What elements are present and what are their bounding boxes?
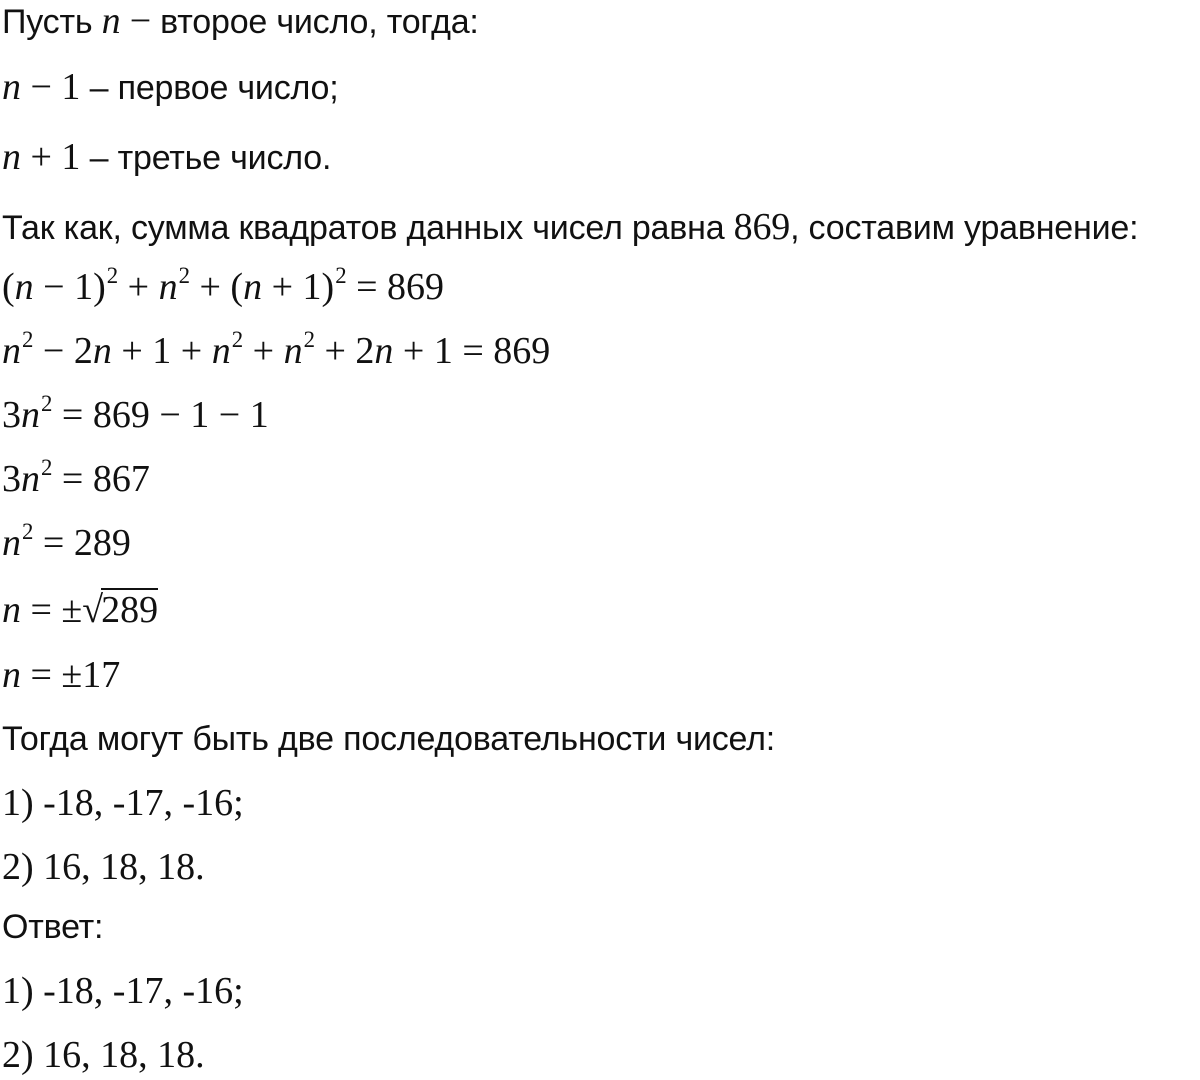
square-root: √289: [82, 589, 159, 631]
equation-3: $3n^2 = 869 - 1 - 1$: [2, 390, 269, 436]
answer-label: Ответ:: [2, 908, 104, 946]
line-sum-statement: Так как, сумма квадратов данных чисел равна 869, составим уравнение:: [2, 206, 1139, 248]
equation-5: $n^2 = 289$: [2, 518, 131, 564]
line-let-n: Пусть n − второе число, тогда:: [2, 0, 479, 42]
answer-sequence-2: 2) 16, 18, 18.: [2, 1034, 205, 1076]
equation-6: n = ±√289: [2, 589, 159, 631]
line-sequences-intro: Тогда могут быть две последовательности чисел:: [2, 720, 776, 758]
line-third-number: n + 1 – третье число.: [2, 136, 332, 178]
equation-1: $(n - 1)^2 + n^2 + (n + 1)^2 = 869$: [2, 262, 445, 308]
line-first-number: n − 1 – первое число;: [2, 66, 339, 108]
sequence-1: 1) -18, -17, -16;: [2, 782, 244, 824]
sequence-2: 2) 16, 18, 18.: [2, 846, 205, 888]
answer-sequence-1: 1) -18, -17, -16;: [2, 970, 244, 1012]
equation-2: $n^2 - 2n + 1 + n^2 + n^2 + 2n + 1 = 869$: [2, 326, 551, 372]
equation-4: $3n^2 = 867$: [2, 454, 150, 500]
equation-7: n = ±17: [2, 654, 121, 696]
